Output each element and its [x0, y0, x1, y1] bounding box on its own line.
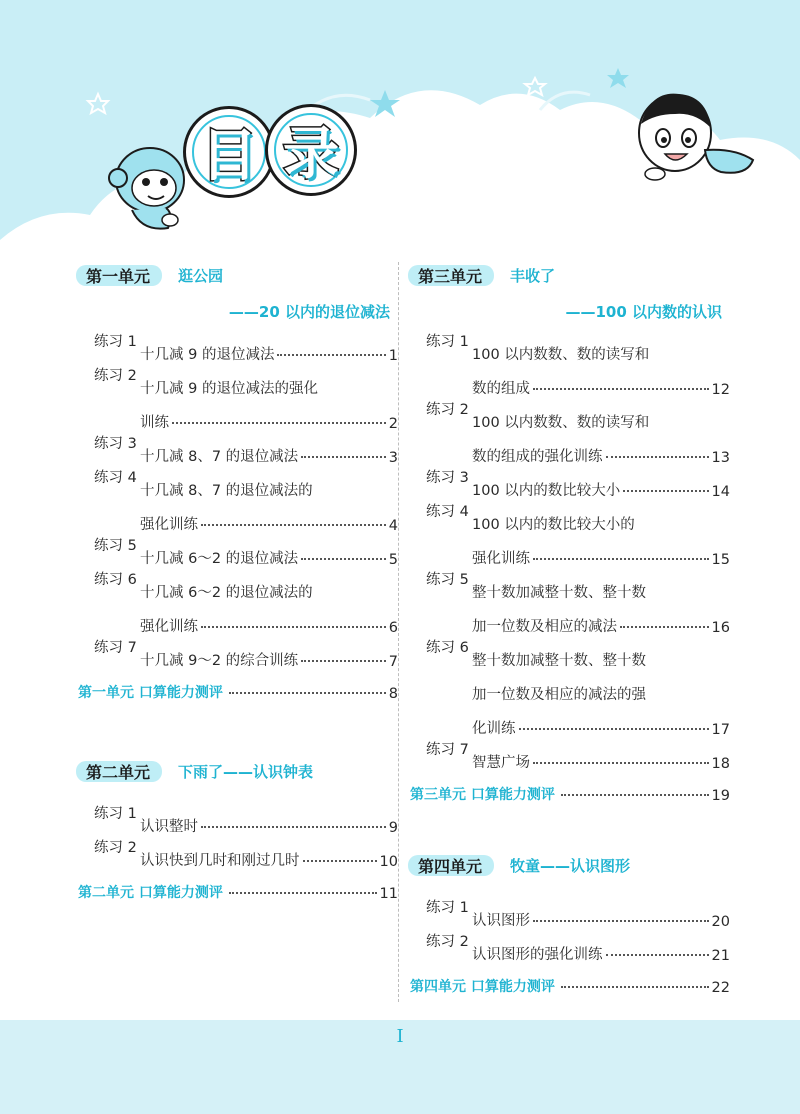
unit-subtitle: ——20 以内的退位减法: [228, 303, 390, 321]
toc-right-column: [410, 256, 730, 996]
toc-entry[interactable]: [78, 568, 398, 636]
toc-entry[interactable]: [78, 836, 398, 870]
exercise-number: 练习 3: [426, 470, 469, 486]
toc-entry[interactable]: [410, 930, 730, 964]
entry-title: 强化训练: [140, 619, 198, 635]
entry-title: 数的组成: [472, 381, 530, 397]
toc-entry[interactable]: [410, 330, 730, 398]
entry-title: 十几减 9 的退位减法的强化: [140, 381, 318, 397]
page-ref: 11: [379, 886, 398, 902]
toc-entry[interactable]: [78, 364, 398, 432]
exercise-number: 练习 1: [426, 900, 469, 916]
exercise-number: 练习 4: [94, 470, 137, 486]
entry-title: 强化训练: [472, 551, 530, 567]
exercise-number: 练习 5: [94, 538, 137, 554]
unit-test-label: 第三单元 口算能力测评: [410, 787, 555, 803]
unit-test-entry[interactable]: [410, 772, 730, 804]
unit-topic: 丰收了: [510, 266, 556, 285]
page-ref: 9: [388, 820, 398, 836]
exercise-number: 练习 7: [94, 640, 137, 656]
unit-header: [78, 256, 398, 294]
entry-title: 加一位数及相应的减法的强: [472, 687, 646, 703]
exercise-number: 练习 5: [426, 572, 469, 588]
page-ref: 1: [388, 348, 398, 364]
page-ref: 22: [711, 980, 730, 996]
entry-title: 整十数加减整十数、整十数: [472, 585, 646, 601]
header-banner: [0, 0, 800, 260]
entry-title: 100 以内数数、数的读写和: [472, 415, 650, 431]
unit-topic: 下雨了——认识钟表: [178, 762, 314, 781]
page-ref: 14: [711, 484, 730, 500]
title-char-2: 录: [283, 122, 339, 187]
sky-clouds-illustration: [0, 0, 800, 260]
toc-entry[interactable]: [410, 896, 730, 930]
toc-entry[interactable]: [410, 500, 730, 568]
unit-header: [410, 256, 730, 294]
title-char-1: 目: [201, 124, 257, 189]
exercise-number: 练习 6: [426, 640, 469, 656]
exercise-number: 练习 1: [94, 806, 137, 822]
toc-entry[interactable]: [410, 398, 730, 466]
unit-test-entry[interactable]: [78, 870, 398, 902]
entry-title: 认识图形的强化训练: [472, 947, 603, 963]
exercise-number: 练习 3: [94, 436, 137, 452]
entry-title: 十几减 9～2 的综合训练: [140, 653, 299, 669]
exercise-number: 练习 2: [426, 402, 469, 418]
entry-title: 认识快到几时和刚过几时: [140, 853, 300, 869]
entry-title: 整十数加减整十数、整十数: [472, 653, 646, 669]
page-ref: 3: [388, 450, 398, 466]
entry-title: 十几减 6～2 的退位减法的: [140, 585, 313, 601]
page-ref: 4: [388, 518, 398, 534]
unit-header: [410, 846, 730, 884]
title-bubble: [183, 106, 275, 198]
unit-name: 第一单元: [78, 262, 158, 289]
page-ref: 10: [379, 854, 398, 870]
page-ref: 13: [711, 450, 730, 466]
title-bubble: [265, 104, 357, 196]
page-ref: 18: [711, 756, 730, 772]
unit-header: [78, 752, 398, 790]
exercise-number: 练习 2: [426, 934, 469, 950]
toc-entry[interactable]: [78, 534, 398, 568]
unit-test-label: 第一单元 口算能力测评: [78, 685, 223, 701]
exercise-number: 练习 2: [94, 840, 137, 856]
toc-entry[interactable]: [78, 432, 398, 466]
page-ref: 20: [711, 914, 730, 930]
toc-entry[interactable]: [410, 568, 730, 636]
page-ref: 7: [388, 654, 398, 670]
page-ref: 21: [711, 948, 730, 964]
unit-name: 第二单元: [78, 758, 158, 785]
entry-title: 认识整时: [140, 819, 198, 835]
toc-entry[interactable]: [78, 636, 398, 670]
entry-title: 训练: [140, 415, 169, 431]
unit-topic: 逛公园: [178, 266, 224, 285]
page-ref: 19: [711, 788, 730, 804]
exercise-number: 练习 4: [426, 504, 469, 520]
unit-subtitle: ——100 以内数的认识: [565, 303, 722, 321]
page-ref: 6: [388, 620, 398, 636]
entry-title: 十几减 8、7 的退位减法: [140, 449, 299, 465]
entry-title: 十几减 9 的退位减法: [140, 347, 275, 363]
unit-test-label: 第二单元 口算能力测评: [78, 885, 223, 901]
page-ref: 12: [711, 382, 730, 398]
toc-entry[interactable]: [410, 738, 730, 772]
unit-topic: 牧童——认识图形: [510, 856, 631, 875]
page-ref: 16: [711, 620, 730, 636]
entry-title: 十几减 8、7 的退位减法的: [140, 483, 313, 499]
column-divider: [398, 262, 399, 1002]
toc-entry[interactable]: [410, 636, 730, 738]
page-ref: 2: [388, 416, 398, 432]
exercise-number: 练习 7: [426, 742, 469, 758]
page-ref: 15: [711, 552, 730, 568]
entry-title: 100 以内的数比较大小: [472, 483, 621, 499]
entry-title: 100 以内的数比较大小的: [472, 517, 635, 533]
exercise-number: 练习 1: [426, 334, 469, 350]
page-ref: 5: [388, 552, 398, 568]
toc-entry[interactable]: [78, 466, 398, 534]
unit-test-label: 第四单元 口算能力测评: [410, 979, 555, 995]
entry-title: 100 以内数数、数的读写和: [472, 347, 650, 363]
entry-title: 强化训练: [140, 517, 198, 533]
toc-entry[interactable]: [410, 466, 730, 500]
unit-name: 第三单元: [410, 262, 490, 289]
entry-title: 化训练: [472, 721, 516, 737]
page-number: I: [396, 1026, 404, 1047]
entry-title: 数的组成的强化训练: [472, 449, 603, 465]
unit-test-entry[interactable]: [78, 670, 398, 702]
toc-left-column: [78, 256, 398, 902]
toc-entry[interactable]: [78, 330, 398, 364]
entry-title: 智慧广场: [472, 755, 530, 771]
toc-entry[interactable]: [78, 802, 398, 836]
exercise-number: 练习 6: [94, 572, 137, 588]
exercise-number: 练习 1: [94, 334, 137, 350]
unit-name: 第四单元: [410, 852, 490, 879]
entry-title: 加一位数及相应的减法: [472, 619, 617, 635]
unit-test-entry[interactable]: [410, 964, 730, 996]
page-ref: 8: [388, 686, 398, 702]
exercise-number: 练习 2: [94, 368, 137, 384]
entry-title: 认识图形: [472, 913, 530, 929]
page-ref: 17: [711, 722, 730, 738]
entry-title: 十几减 6～2 的退位减法: [140, 551, 299, 567]
